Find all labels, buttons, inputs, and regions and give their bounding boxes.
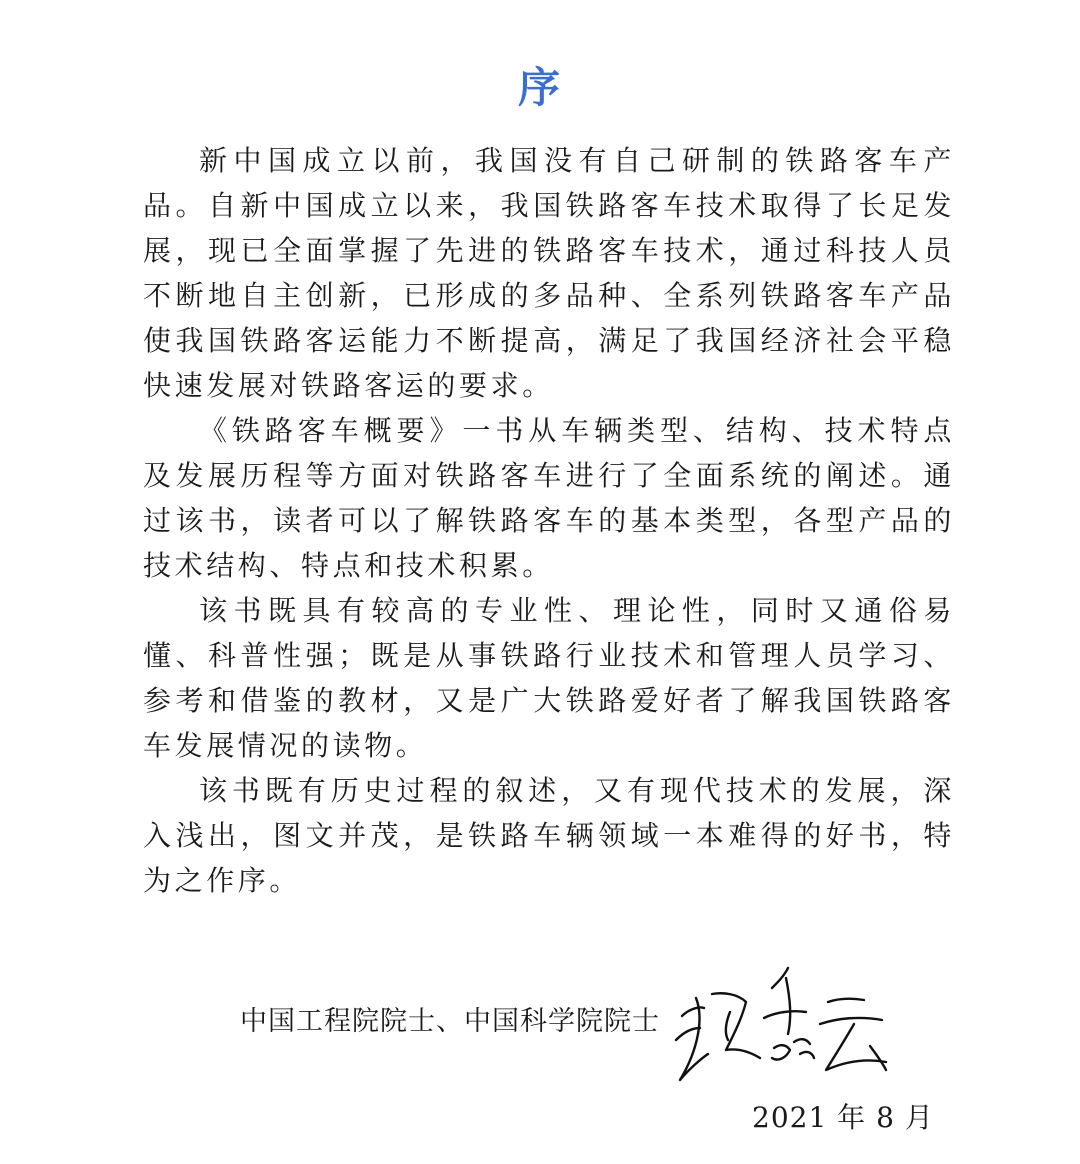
handwritten-signature xyxy=(668,958,900,1090)
paragraph-3: 该书既具有较高的专业性、理论性，同时又通俗易懂、科普性强；既是从事铁路行业技术和管理人员学习、参考和借鉴的教材，又是广大铁路爱好者了解我国铁路客车发展情况的读物。 xyxy=(143,594,955,762)
date-month-unit: 月 xyxy=(904,1101,934,1134)
paragraph-1: 新中国成立以前，我国没有自己研制的铁路客车产品。自新中国成立以来，我国铁路客车技术取得了长足发展，现已全面掌握了先进的铁路客车技术，通过科技人员不断地自主创新，已形成的多品种、全系列铁路客车产品使我国铁路客运能力不断提高，满足了我国经济社会平稳快速发展对铁路客运的要求。 xyxy=(143,144,955,402)
preface-body xyxy=(143,138,955,903)
date-year: 2021 xyxy=(752,1101,828,1134)
author-affiliation: 中国工程院院士、中国科学院院士 xyxy=(240,1006,660,1037)
page-title: 序 xyxy=(517,63,562,112)
date-month: 8 xyxy=(876,1101,895,1134)
date-line xyxy=(752,1098,934,1138)
date-year-unit: 年 xyxy=(837,1101,867,1134)
paragraph-4: 该书既有历史过程的叙述，又有现代技术的发展，深入浅出，图文并茂，是铁路车辆领域一本难得的好书，特为之作序。 xyxy=(143,774,955,897)
paragraph-2: 《铁路客车概要》一书从车辆类型、结构、技术特点及发展历程等方面对铁路客车进行了全面系统的阐述。通过该书，读者可以了解铁路客车的基本类型，各型产品的技术结构、特点和技术积累。 xyxy=(143,414,955,582)
